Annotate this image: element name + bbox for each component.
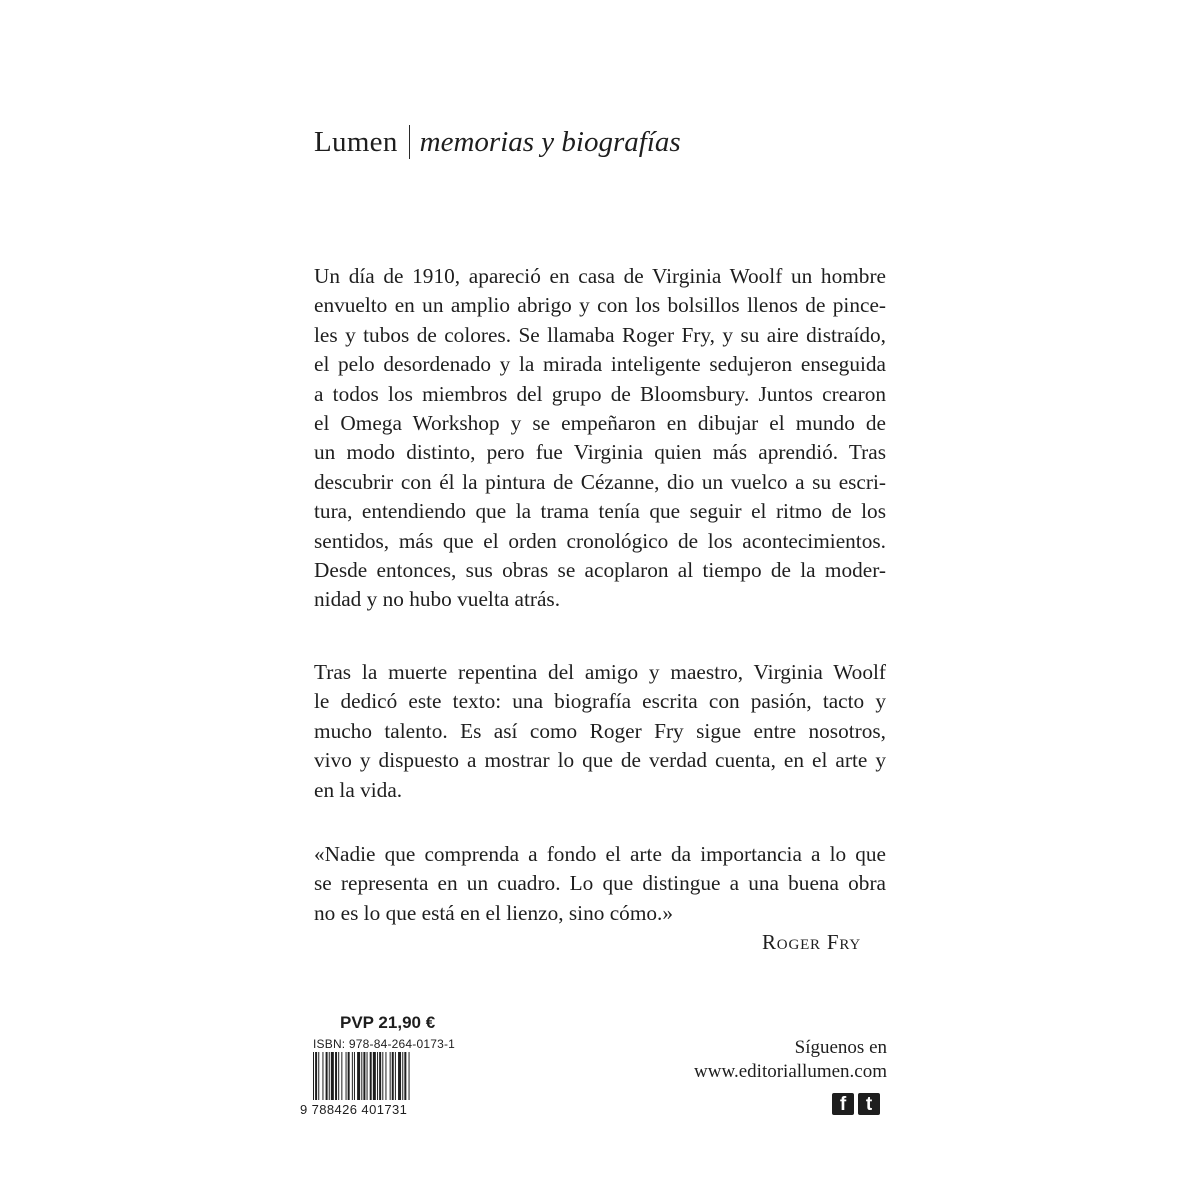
text-line: el pelo desordenado y la mirada inteligente sedujeron enseguida bbox=[314, 352, 886, 377]
text-line: se representa en un cuadro. Lo que distingue a una buena obra bbox=[314, 871, 886, 896]
text-line: mucho talento. Es así como Roger Fry sigue entre nosotros, bbox=[314, 718, 886, 743]
text-line: tura, entendiendo que la trama tenía que seguir el ritmo de los bbox=[314, 499, 886, 524]
text-line: vivo y dispuesto a mostrar lo que de verdad cuenta, en el arte y bbox=[314, 748, 886, 773]
synopsis-paragraph-1 bbox=[314, 262, 886, 615]
text-line: Un día de 1910, apareció en casa de Virginia Woolf un hombre bbox=[314, 264, 886, 288]
text-line: un modo distinto, pero fue Virginia quien más aprendió. Tras bbox=[314, 440, 886, 465]
series-header bbox=[314, 122, 681, 162]
text-line: le dedicó este texto: una biografía escrita con pasión, tacto y bbox=[314, 689, 886, 714]
text-line: el Omega Workshop y se empeñaron en dibujar el mundo de bbox=[314, 411, 886, 436]
quote-paragraph bbox=[314, 840, 886, 928]
text-line: envuelto en un amplio abrigo y con los bolsillos llenos de pince- bbox=[314, 293, 886, 318]
text-line: sentidos, más que el orden cronológico de los acontecimientos. bbox=[314, 528, 886, 553]
text-line: les y tubos de colores. Se llamaba Roger Fry, y su aire distraído, bbox=[314, 322, 886, 347]
website-link[interactable]: www.editoriallumen.com bbox=[694, 1061, 887, 1082]
barcode bbox=[313, 1052, 449, 1100]
text-line: en la vida. bbox=[314, 777, 403, 802]
price-label: PVP 21,90 € bbox=[340, 1013, 436, 1032]
text-line: Desde entonces, sus obras se acoplaron al tiempo de la moder- bbox=[314, 558, 886, 583]
text-line: Tras la muerte repentina del amigo y maestro, Virginia Woolf bbox=[314, 660, 886, 684]
quote-author: Roger Fry bbox=[762, 930, 861, 954]
series-name: memorias y biografías bbox=[419, 126, 681, 158]
publisher-name: Lumen bbox=[314, 126, 398, 158]
text-line: no es lo que está en el lienzo, sino cómo.» bbox=[314, 900, 674, 925]
follow-label: Síguenos en bbox=[794, 1037, 887, 1058]
synopsis-paragraph-2 bbox=[314, 658, 886, 805]
text-line: a todos los miembros del grupo de Bloomsbury. Juntos crearon bbox=[314, 381, 886, 406]
header-divider bbox=[409, 125, 410, 159]
text-line: «Nadie que comprenda a fondo el arte da importancia a lo que bbox=[314, 842, 886, 866]
facebook-icon[interactable]: f bbox=[832, 1093, 854, 1115]
barcode-digits: 9 788426 401731 bbox=[300, 1102, 408, 1117]
follow-us bbox=[694, 1036, 887, 1084]
twitter-icon[interactable]: t bbox=[858, 1093, 880, 1115]
text-line: descubrir con él la pintura de Cézanne, dio un vuelco a su escri- bbox=[314, 469, 886, 494]
social-links bbox=[832, 1093, 880, 1115]
text-line: nidad y no hubo vuelta atrás. bbox=[314, 587, 561, 612]
isbn-label: ISBN: 978-84-264-0173-1 bbox=[313, 1037, 456, 1051]
